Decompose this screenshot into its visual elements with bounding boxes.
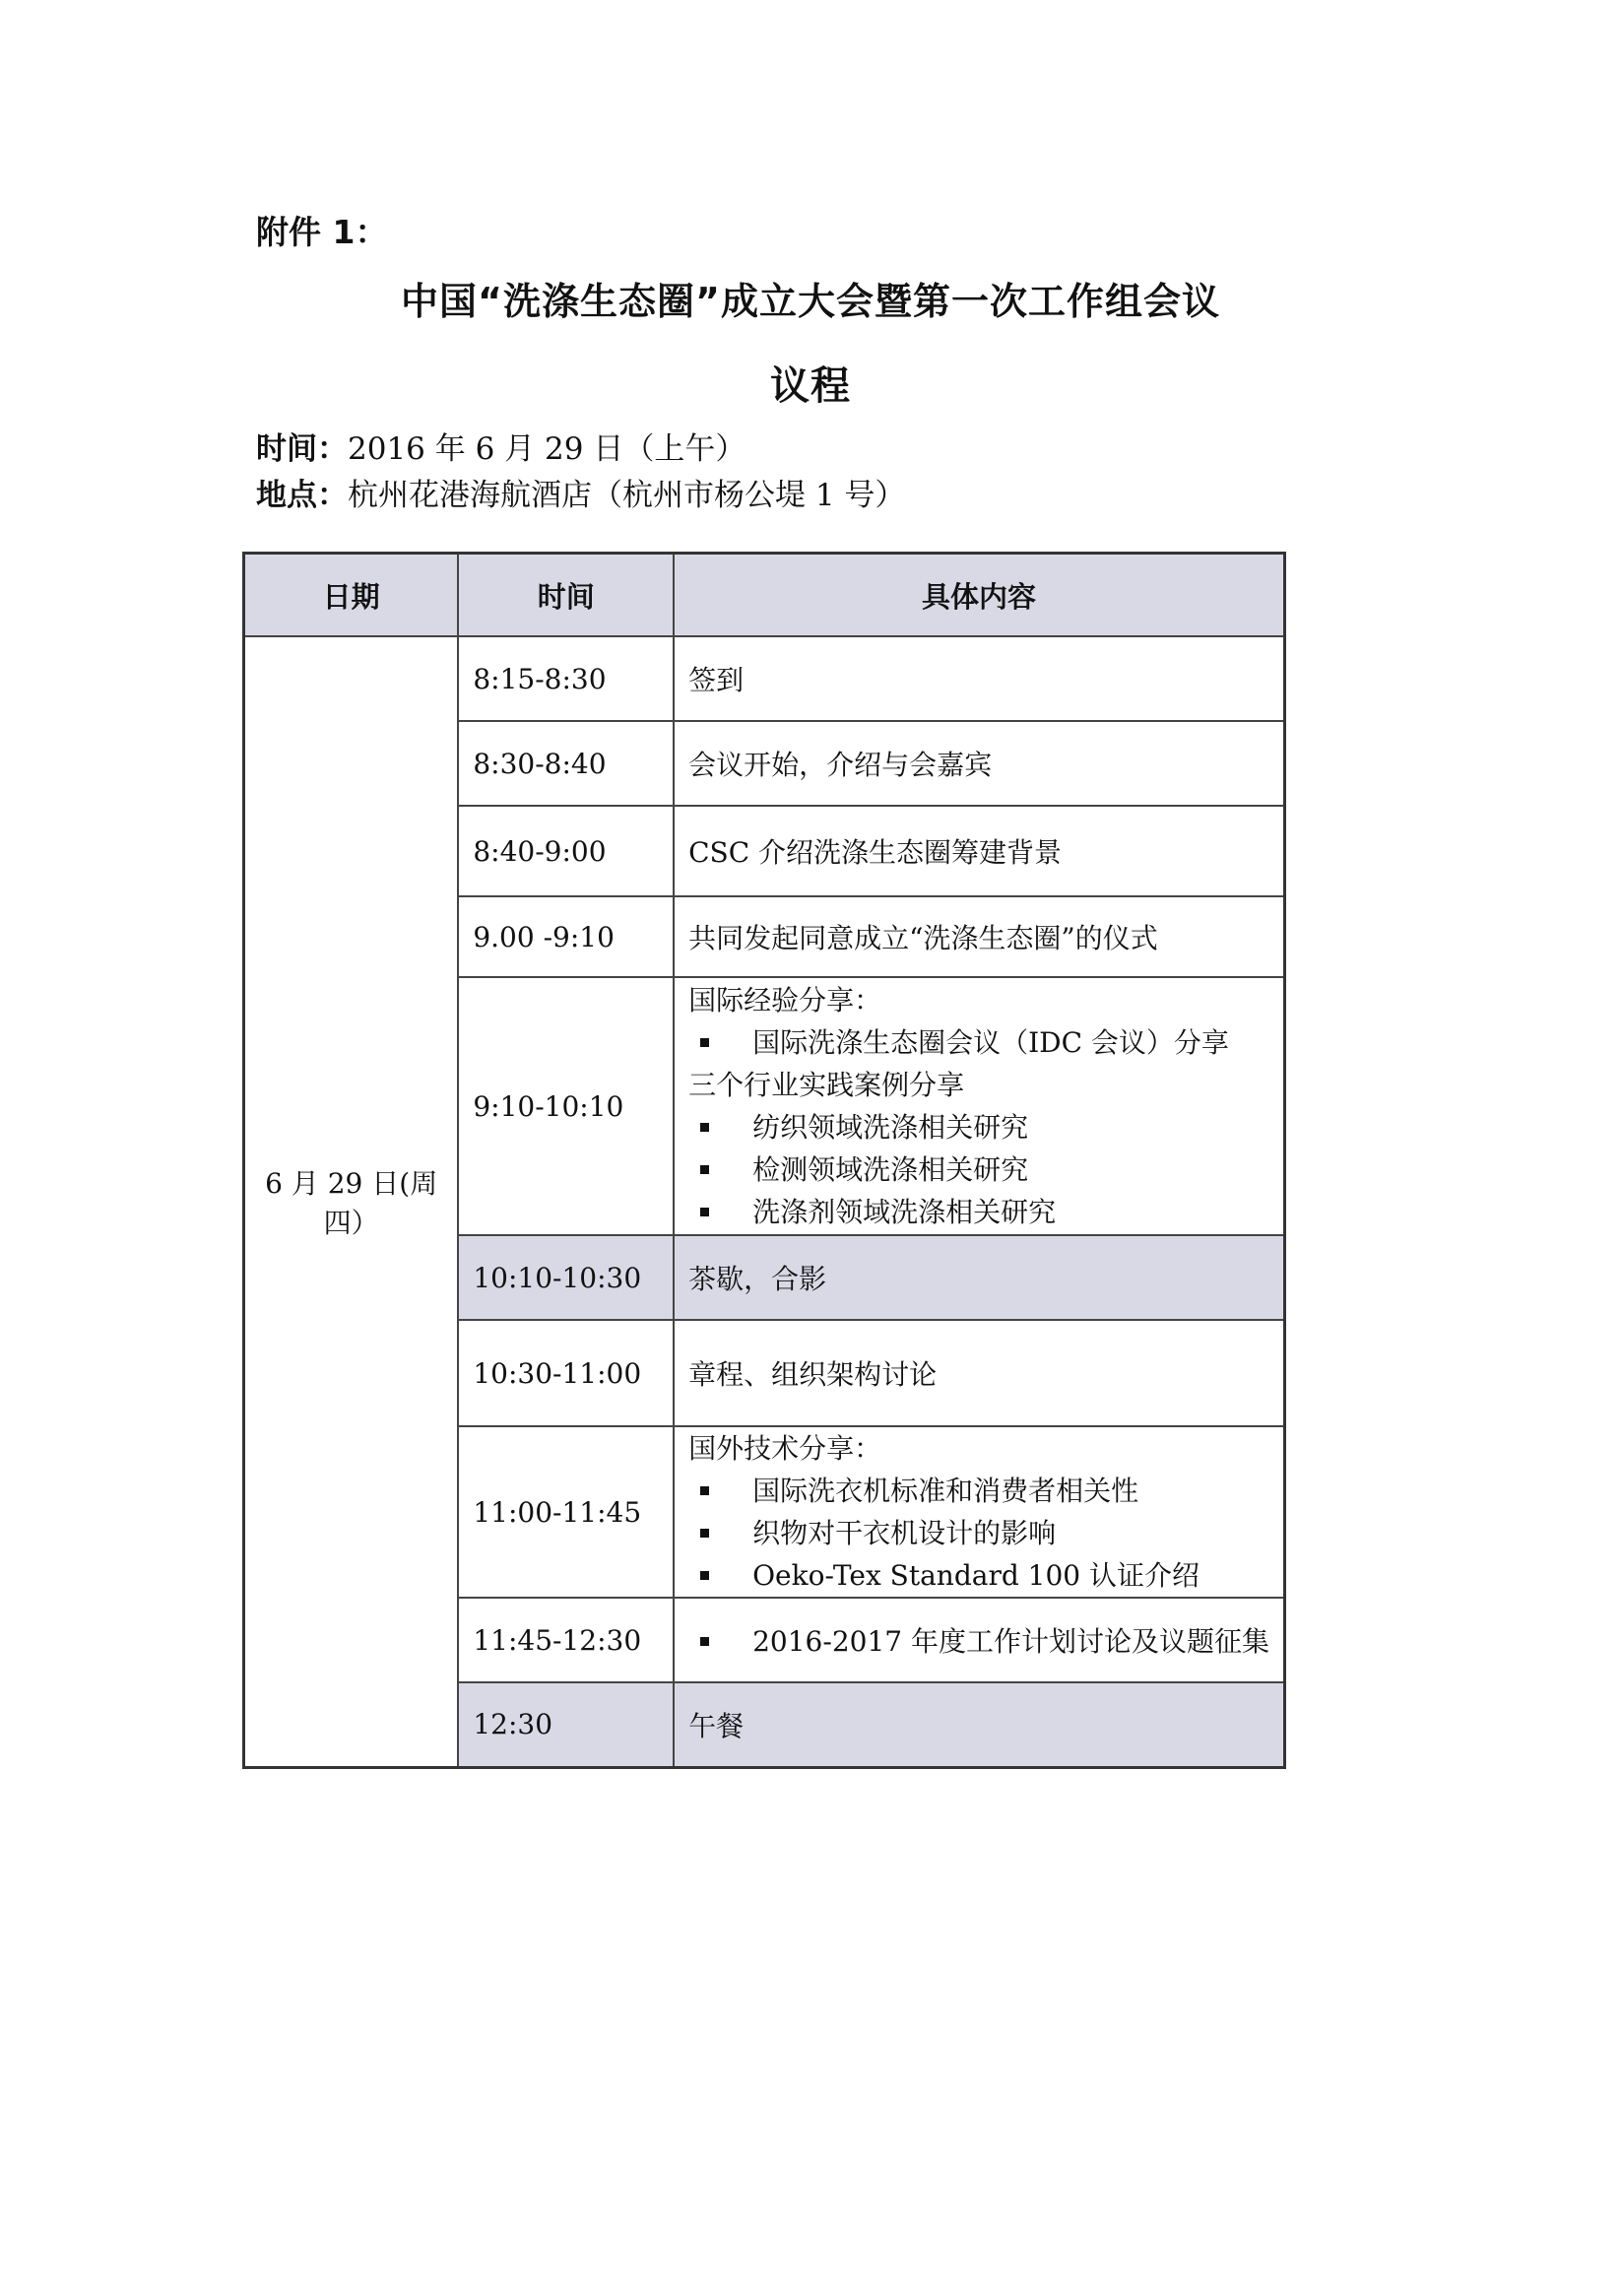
table-row [244, 636, 1285, 721]
table-header-row [244, 554, 1285, 637]
bullet-item: 2016-2017 年度工作计划讨论及议题征集 [688, 1620, 1269, 1660]
time-cell: 11:45-12:30 [458, 1598, 674, 1682]
bullet-icon [700, 1486, 709, 1495]
bullet-item: Oeko-Tex Standard 100 认证介绍 [688, 1554, 1269, 1597]
time-cell: 9:10-10:10 [458, 977, 674, 1235]
time-cell: 10:10-10:30 [458, 1235, 674, 1320]
bullet-item: 纺织领域洗涤相关研究 [688, 1106, 1269, 1148]
attachment-label: 附件 1： [256, 213, 388, 251]
time-label: 时间： [256, 431, 348, 467]
time-cell: 8:40-9:00 [458, 806, 674, 896]
content-cell: 会议开始，介绍与会嘉宾 [674, 721, 1284, 806]
content-cell: 国外技术分享： 国际洗衣机标准和消费者相关性 织物对干衣机设计的影响 Oeko-Tex Standard 100 认证介绍 [674, 1426, 1284, 1598]
content-cell: 国际经验分享： 国际洗涤生态圈会议（IDC 会议）分享 三个行业实践案例分享 纺织领域洗涤相关研究 检测领域洗涤相关研究 洗涤剂领域洗涤相关研究 [674, 977, 1284, 1235]
agenda-table [242, 552, 1286, 1769]
content-cell [674, 1598, 1284, 1682]
date-cell: 6 月 29 日(周四） [244, 636, 459, 1767]
bullet-item: 织物对干衣机设计的影响 [688, 1512, 1269, 1554]
bullet-item: 洗涤剂领域洗涤相关研究 [688, 1191, 1269, 1233]
time-value: 2016 年 6 月 29 日（上午） [348, 431, 746, 467]
time-cell: 10:30-11:00 [458, 1320, 674, 1426]
place-value: 杭州花港海航酒店（杭州市杨公堤 1 号） [348, 478, 906, 513]
bullet-item: 国际洗涤生态圈会议（IDC 会议）分享 [688, 1021, 1269, 1064]
time-cell: 8:15-8:30 [458, 636, 674, 721]
meeting-place [256, 470, 905, 514]
bullet-icon [700, 1571, 709, 1580]
bullet-item: 国际洗衣机标准和消费者相关性 [688, 1470, 1269, 1512]
bullet-icon [700, 1529, 709, 1538]
time-cell: 12:30 [458, 1682, 674, 1767]
time-cell: 11:00-11:45 [458, 1426, 674, 1598]
bullet-icon [700, 1123, 709, 1132]
content-cell: CSC 介绍洗涤生态圈筹建背景 [674, 806, 1284, 896]
header-content: 具体内容 [674, 554, 1284, 637]
content-cell: 共同发起同意成立“洗涤生态圈”的仪式 [674, 896, 1284, 977]
bullet-icon [700, 1038, 709, 1047]
meeting-time [256, 424, 746, 468]
document-subtitle: 议程 [770, 363, 851, 409]
content-cell: 章程、组织架构讨论 [674, 1320, 1284, 1426]
content-cell: 茶歇，合影 [674, 1235, 1284, 1320]
bullet-item: 检测领域洗涤相关研究 [688, 1148, 1269, 1191]
place-label: 地点： [256, 478, 348, 513]
time-cell: 9.00 -9:10 [458, 896, 674, 977]
document-title: 中国“洗涤生态圈”成立大会暨第一次工作组会议 [401, 280, 1220, 323]
content-cell: 签到 [674, 636, 1284, 721]
time-cell: 8:30-8:40 [458, 721, 674, 806]
bullet-icon [700, 1165, 709, 1174]
bullet-icon [700, 1208, 709, 1216]
content-cell: 午餐 [674, 1682, 1284, 1767]
header-date: 日期 [244, 554, 459, 637]
bullet-icon [700, 1637, 709, 1646]
header-time: 时间 [458, 554, 674, 637]
